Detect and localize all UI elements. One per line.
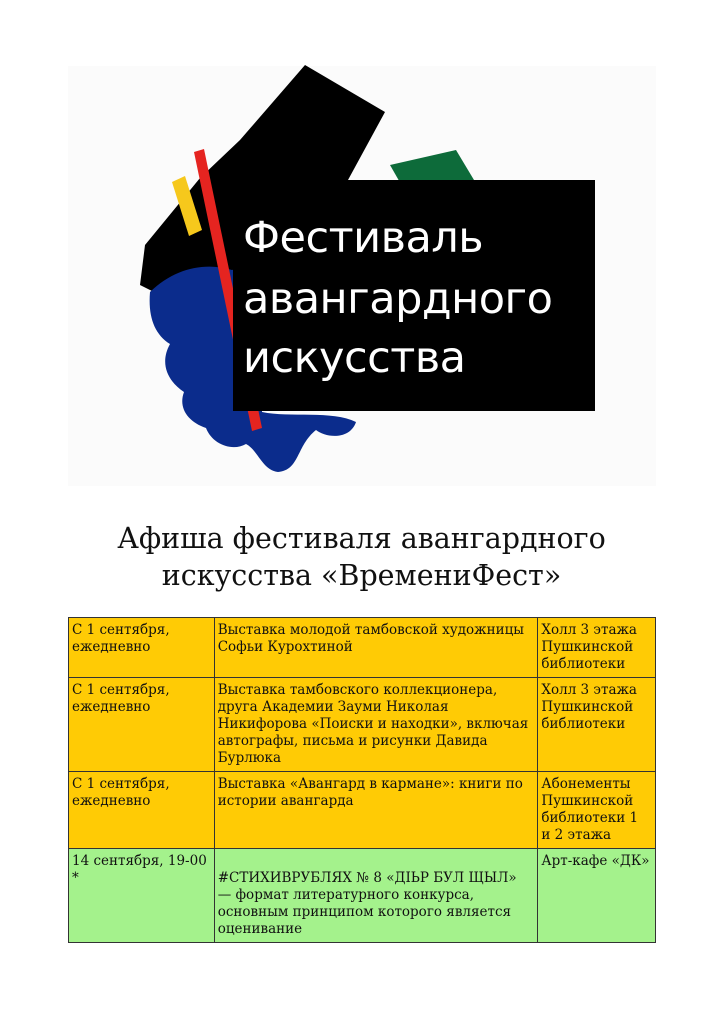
logo-line-2: авангардного [243, 274, 553, 324]
event-date: С 1 сентября, ежедневно [69, 772, 215, 849]
event-date: 14 сентября, 19-00 * [69, 849, 215, 943]
event-date: С 1 сентября, ежедневно [69, 678, 215, 772]
logo-line-3: искусства [243, 333, 466, 383]
event-description: Выставка «Авангард в кармане»: книги по истории авангарда [214, 772, 538, 849]
event-description-text: #СТИХИВРУБЛЯХ № 8 «ДIЬР БУЛ ЩЫЛ» — формат литературного конкурса, основным принципом которого является оценивание [217, 870, 517, 937]
schedule-row [69, 849, 656, 943]
schedule-row [69, 618, 656, 678]
event-place: Арт-кафе «ДК» [538, 849, 656, 943]
event-description: Выставка молодой тамбовской художницы Софьи Курохтиной [214, 618, 538, 678]
poster-title-line-2: искусства «ВремениФест» [161, 559, 562, 592]
poster-title [0, 520, 723, 594]
schedule-row [69, 772, 656, 849]
event-date: С 1 сентября, ежедневно [69, 618, 215, 678]
event-place: Абонементы Пушкинской библиотеки 1 и 2 этажа [538, 772, 656, 849]
poster-title-line-1: Афиша фестиваля авангардного [117, 522, 606, 555]
festival-logo [0, 0, 723, 500]
event-place: Холл 3 этажа Пушкинской библиотеки [538, 618, 656, 678]
schedule-table [68, 617, 656, 943]
schedule-row [69, 678, 656, 772]
logo-line-1: Фестиваль [243, 213, 484, 263]
event-description: Выставка тамбовского коллекционера, друга Академии Зауми Николая Никифорова «Поиски и находки», включая автографы, письма и рисунки Давида Бурлюка [214, 678, 538, 772]
event-place: Холл 3 этажа Пушкинской библиотеки [538, 678, 656, 772]
event-description [214, 849, 538, 943]
